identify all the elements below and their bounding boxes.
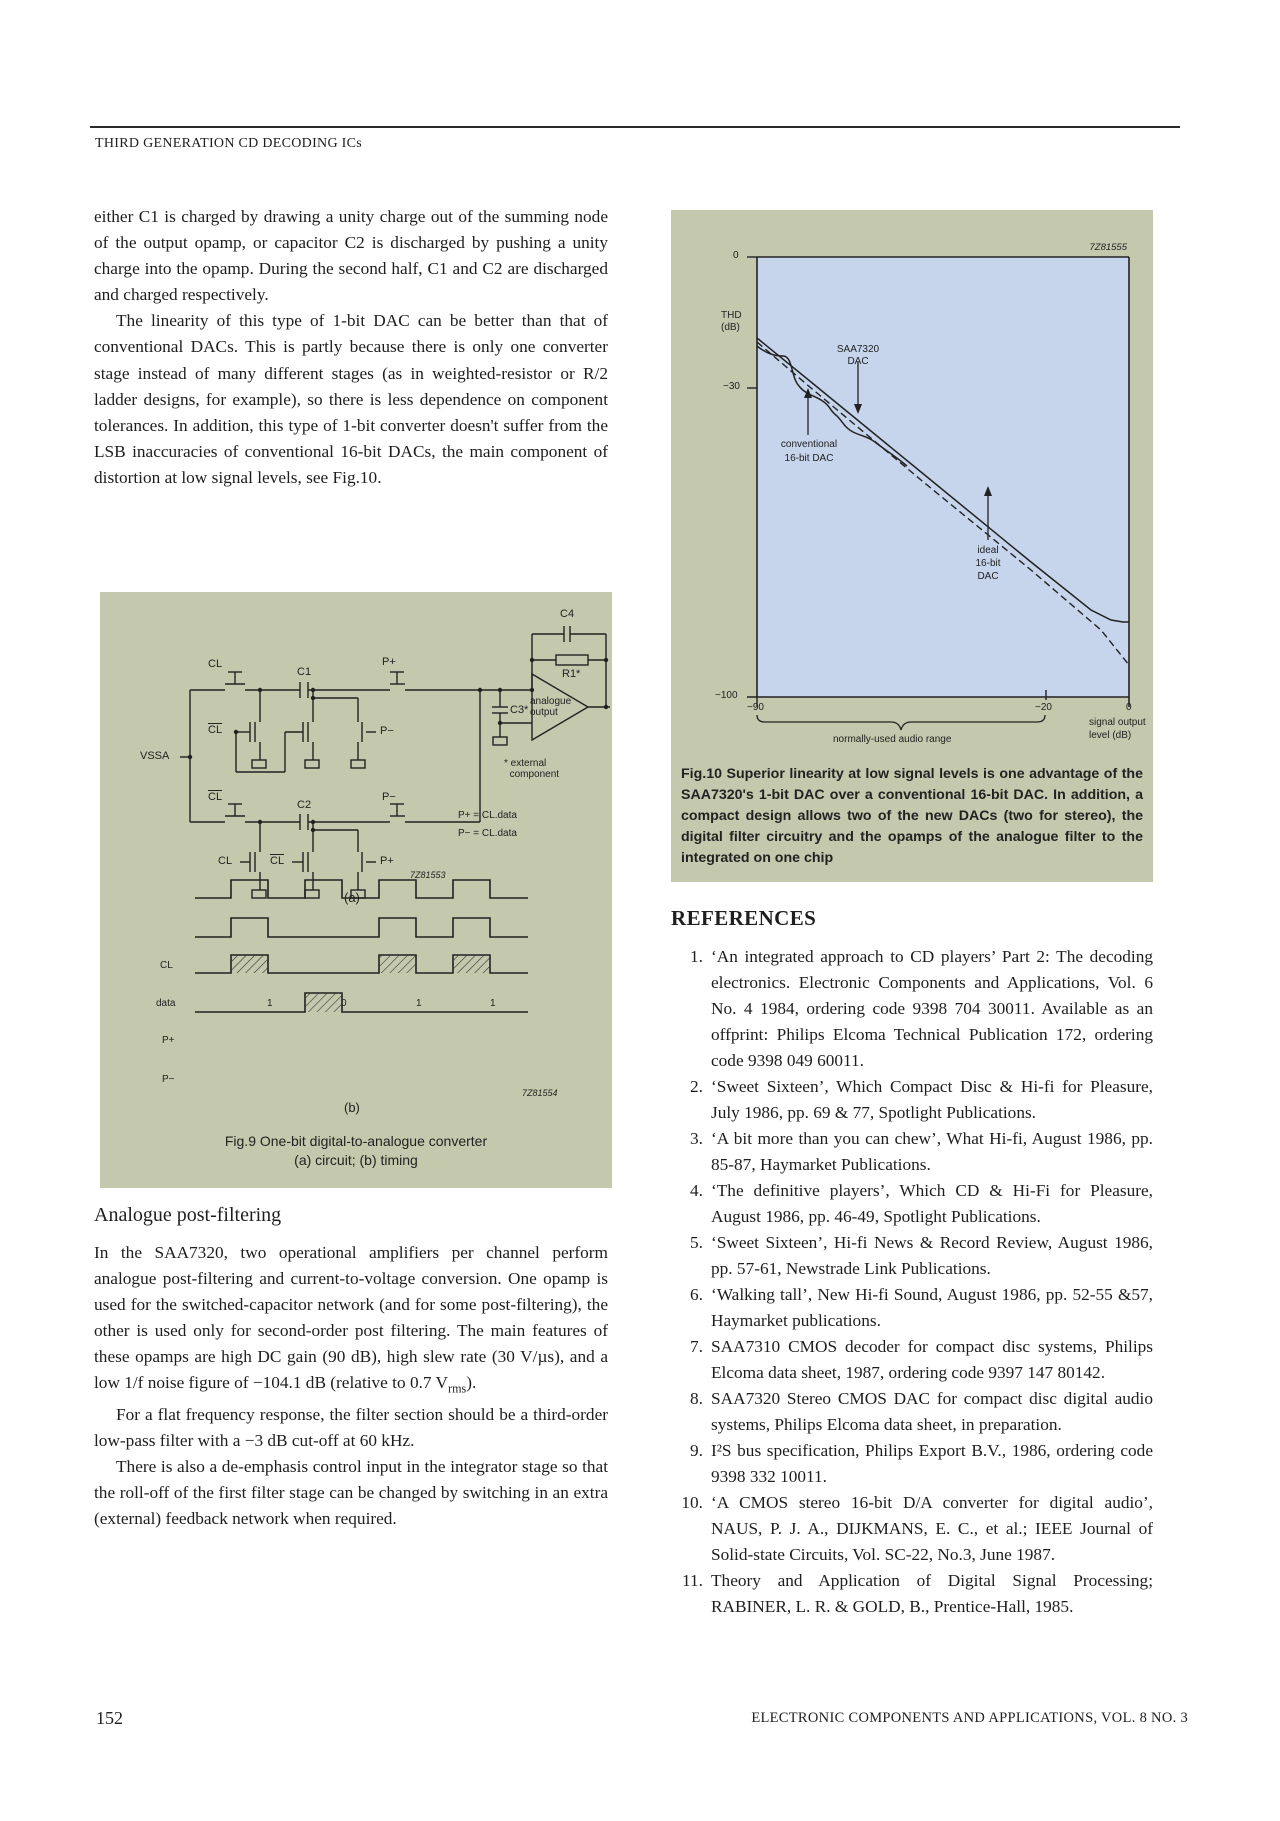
chart-labels (671, 210, 1153, 760)
label-r1: R1* (562, 668, 581, 680)
figure-code-b: 7Z81554 (522, 1088, 558, 1098)
label-eq-plus: P+ = CL.data (458, 810, 517, 821)
reference-item: 7. SAA7310 CMOS decoder for compact disc systems, Philips Elcoma data sheet, 1987, ordering code 9397 147 80142. (690, 1337, 1153, 1382)
reference-item: 8. SAA7320 Stereo CMOS DAC for compact disc digital audio systems, Philips Elcoma data sheet, in preparation. (690, 1389, 1153, 1434)
paragraph: either C1 is charged by drawing a unity charge out of the summing node of the output opamp, or capacitor C2 is discharged by pushing a unity charge into the opamp. During the second half, C1 and C2 are discharged and charged respectively. (94, 207, 608, 305)
header-rule (90, 126, 1180, 128)
label-cl-bar-bottom: $\overline{CL}$ (208, 791, 223, 803)
label-p-minus-bottom: P− (382, 791, 396, 803)
label-cl-top: CL (208, 658, 223, 670)
timing-label-cl: CL (160, 960, 173, 971)
left-column-text-bottom (94, 1240, 608, 1532)
annotation-saa7320: SAA7320 DAC (836, 344, 880, 367)
reference-item: 1. ‘An integrated approach to CD players’ Part 2: The decoding electronics. Electronic Components and Applications, Vol. 6 No. 4 1984, ordering code 9398 704 30011. Available as an offprint: Philips Elcoma Technical Publication 172, ordering code 9398 049 60011. (690, 947, 1153, 1070)
y-axis-label: THD (dB) (721, 310, 742, 333)
reference-item: 2. ‘Sweet Sixteen’, Which Compact Disc & Hi-fi for Pleasure, July 1986, pp. 69 & 77, Spotlight Publications. (690, 1077, 1153, 1122)
label-c3: C3* (510, 704, 529, 716)
data-bit: 1 (490, 998, 496, 1009)
running-title: THIRD GENERATION CD DECODING ICs (95, 136, 363, 151)
figure-code-a: 7Z81553 (410, 870, 446, 880)
paragraph: There is also a de-emphasis control input in the integrator stage so that the roll-off of the first filter stage can be changed by switching in an extra (external) feedback network when required. (94, 1457, 608, 1529)
annotation-ideal: ideal 16-bit DAC (975, 545, 1001, 582)
data-bit: 1 (267, 998, 273, 1009)
label-p-plus-bottom: P+ (380, 855, 394, 867)
reference-item: 4. ‘The definitive players’, Which CD & Hi-Fi for Pleasure, August 1986, pp. 46-49, Spotlight Publications. (690, 1181, 1153, 1226)
label-external-note: * external component (504, 758, 560, 780)
annotation-range: normally-used audio range (833, 734, 952, 745)
label-eq-minus: P− = CL.data (458, 828, 517, 839)
journal-footer: ELECTRONIC COMPONENTS AND APPLICATIONS, VOL. 8 NO. 3 (751, 1710, 1188, 1726)
section-heading: Analogue post-filtering (94, 1204, 282, 1226)
paragraph: The linearity of this type of 1-bit DAC can be better than that of conventional DACs. This is partly because there is only one converter stage instead of many different stages (as in weighted-resistor or R/2 ladder designs, for example), so there is less dependence on component tolerances. In addition, this type of 1-bit converter doesn't suffer from the LSB inaccuracies of conventional 16-bit DACs, the main component of distortion at low signal levels, see Fig.10. (94, 311, 608, 487)
x-tick: −90 (747, 702, 764, 713)
fig9-caption: Fig.9 One-bit digital-to-analogue converter (a) circuit; (b) timing (224, 1133, 488, 1168)
y-tick: −30 (723, 381, 740, 392)
reference-item: 3. ‘A bit more than you can chew’, What Hi-fi, August 1986, pp. 85-87, Haymarket Publications. (690, 1129, 1153, 1174)
fig10-caption: Fig.10 Superior linearity at low signal levels is one advantage of the SAA7320's 1-bit DAC over a conventional 16-bit DAC. In addition, a compact design allows two of the new DACs (two for stereo), the digital filter circuitry and the opamps of the analogue filter to the integrated on one chip (681, 766, 1143, 866)
reference-item: 6. ‘Walking tall’, New Hi-fi Sound, August 1986, pp. 52-55 &57, Haymarket publications. (690, 1285, 1153, 1330)
label-cl-bar-bottom2: $\overline{CL}$ (270, 855, 285, 867)
y-tick: −100 (715, 690, 738, 701)
figure-code: 7Z81555 (1089, 242, 1127, 253)
label-p-plus-top: P+ (382, 656, 396, 668)
label-vssa: VSSA (140, 750, 170, 762)
reference-item: 5. ‘Sweet Sixteen’, Hi-fi News & Record Review, August 1986, pp. 57-61, Newstrade Link Publications. (690, 1233, 1153, 1278)
annotation-conventional: conventional 16-bit DAC (780, 439, 838, 464)
timing-label-data: data (156, 998, 176, 1009)
fig9-overlay (100, 592, 612, 1188)
data-bit: 0 (341, 998, 347, 1009)
y-tick: 0 (733, 250, 739, 261)
reference-item: 9. I²S bus specification, Philips Export B.V., 1986, ordering code 9398 332 10011. (690, 1441, 1153, 1486)
page-number: 152 (96, 1708, 123, 1728)
label-cl-bar: $\overline{CL}$ (208, 724, 223, 736)
subfigure-label-a: (a) (344, 890, 360, 905)
paragraph: In the SAA7320, two operational amplifiers per channel perform analogue post-filtering and current-to-voltage conversion. One opamp is used for the switched-capacitor network (and for some post-filtering), the other is used only for second-order post filtering. The main features of these opamps are high DC gain (90 dB), high slew rate (30 V/µs), and a low 1/f noise figure of −104.1 dB (relative to 0.7 $V_{rms}$). (94, 1243, 608, 1396)
x-tick: 0 (1126, 702, 1132, 713)
subfigure-label-b: (b) (344, 1100, 360, 1115)
timing-label-p-minus: P− (162, 1074, 175, 1085)
reference-item: 10. ‘A CMOS stereo 16-bit D/A converter for digital audio’, NAUS, P. J. A., DIJKMANS, E. C., et al.; IEEE Journal of Solid-state Circuits, Vol. SC-22, No.3, June 1987. (681, 1493, 1153, 1564)
data-bit: 1 (416, 998, 422, 1009)
label-analogue-output: analogue output (530, 696, 572, 718)
label-p-minus: P− (380, 725, 394, 737)
figure-10 (671, 210, 1153, 882)
paragraph: For a flat frequency response, the filter section should be a third-order low-pass filter with a −3 dB cut-off at 60 kHz. (94, 1405, 608, 1451)
references-heading: REFERENCES (671, 906, 817, 930)
x-tick: −20 (1035, 702, 1052, 713)
label-c1: C1 (297, 666, 312, 678)
references-list (671, 944, 1153, 1620)
x-axis-label: signal output level (dB) (1089, 717, 1146, 741)
label-cl-bottom: CL (218, 855, 233, 867)
label-c4: C4 (560, 608, 575, 620)
reference-item: 11. Theory and Application of Digital Signal Processing; RABINER, L. R. & GOLD, B., Prentice-Hall, 1985. (682, 1571, 1153, 1616)
left-column-text (94, 204, 608, 491)
label-c2: C2 (297, 799, 312, 811)
timing-label-p-plus: P+ (162, 1035, 175, 1046)
